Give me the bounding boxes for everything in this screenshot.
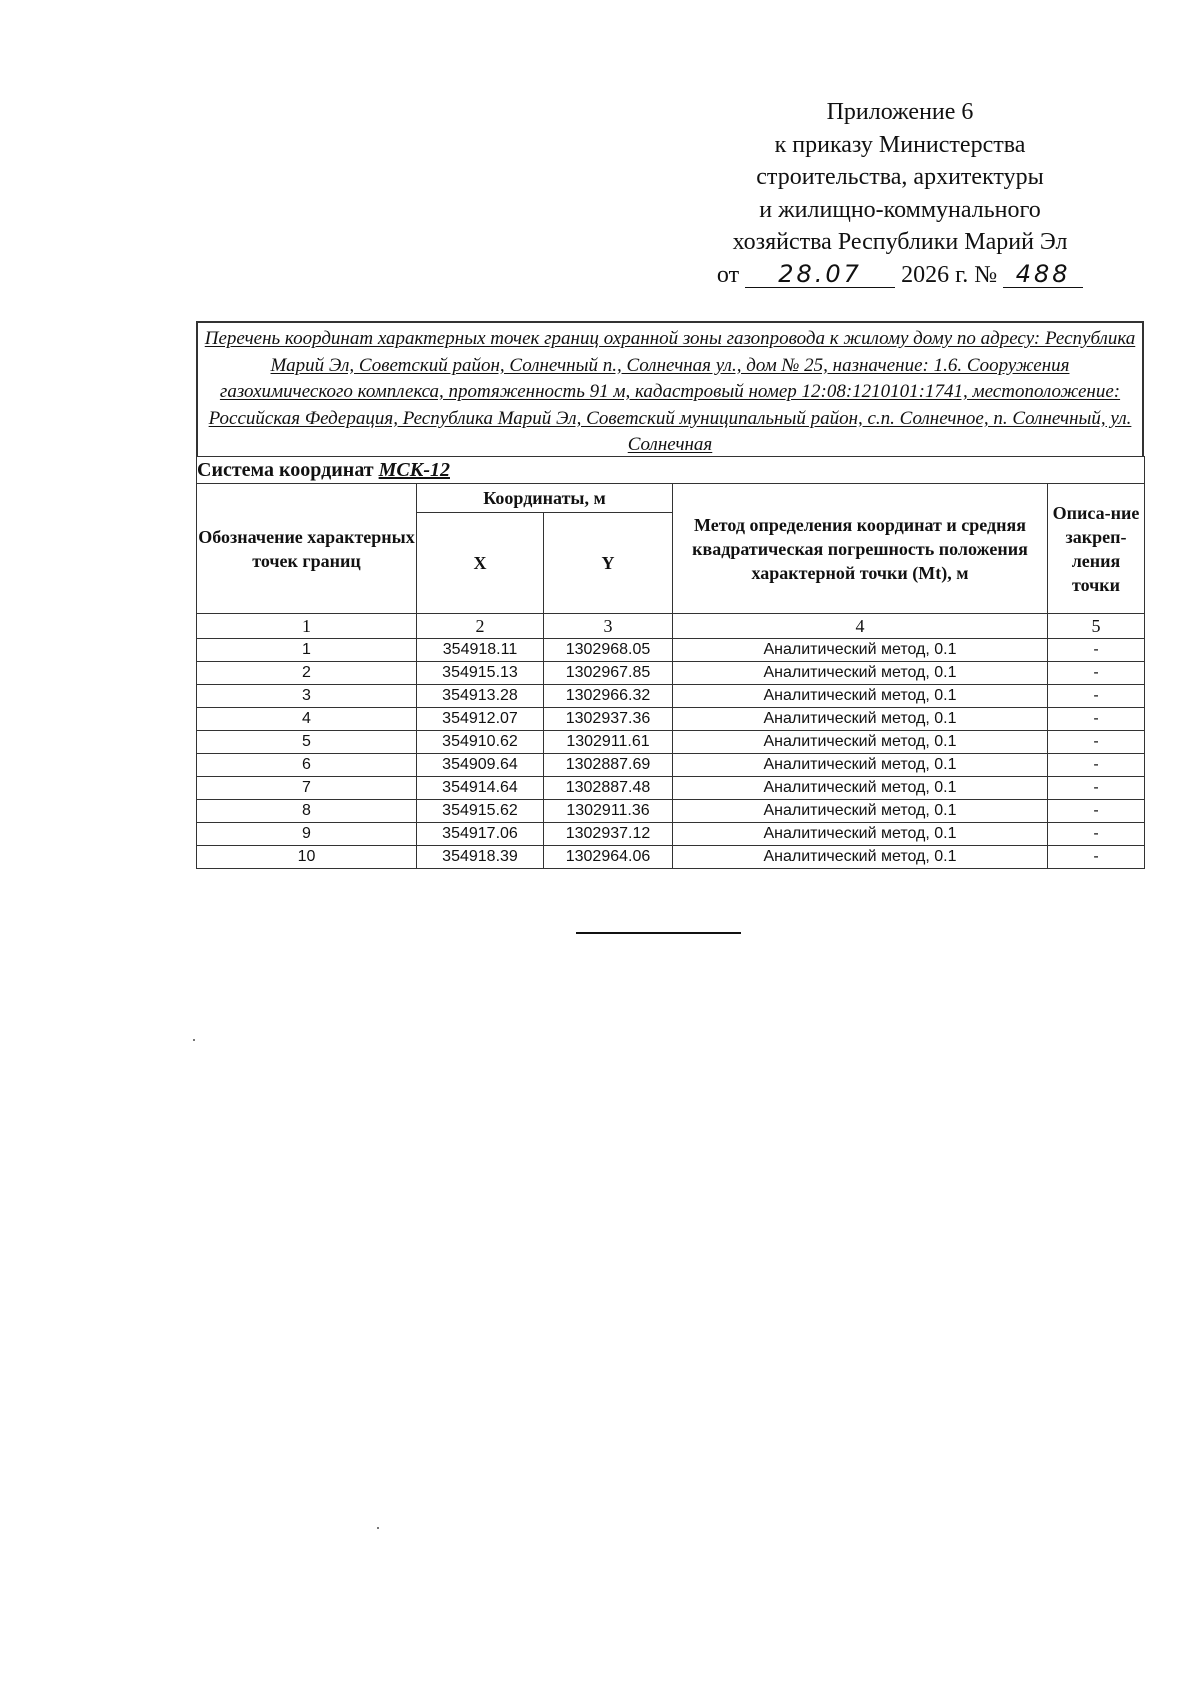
cell-description: - — [1048, 685, 1145, 708]
cell-point: 10 — [197, 846, 417, 869]
cell-x: 354913.28 — [417, 685, 544, 708]
header-line: хозяйства Республики Марий Эл — [732, 229, 1068, 255]
table-row — [197, 708, 1145, 731]
cell-description: - — [1048, 708, 1145, 731]
cell-x: 354915.62 — [417, 800, 544, 823]
cell-y: 1302966.32 — [544, 685, 673, 708]
column-index: 1 — [197, 614, 417, 639]
year-and-number-label: 2026 г. № — [901, 261, 998, 288]
cell-method: Аналитический метод, 0.1 — [673, 754, 1048, 777]
document-title: Перечень координат характерных точек границ охранной зоны газопровода к жилому дому по адресу: Республика Марий Эл, Советский район, Солнечный п., Солнечная ул., дом № 25, назначение: 1.6. Сооружения газохимического комплекса, протяженность 91 м, кадастровый номер 12:08:1210101:1741, местоположение: Российская Федерация, Республика Марий Эл, Советский муниципальный район, с.п. Солнечное, п. Солнечный, ул. Солнечная — [196, 321, 1144, 456]
cell-description: - — [1048, 662, 1145, 685]
cell-y: 1302937.36 — [544, 708, 673, 731]
table-row — [197, 777, 1145, 800]
scan-speck — [193, 1039, 195, 1041]
cell-description: - — [1048, 731, 1145, 754]
cell-y: 1302887.48 — [544, 777, 673, 800]
cell-method: Аналитический метод, 0.1 — [673, 662, 1048, 685]
table-header-row — [197, 484, 1145, 513]
table-row — [197, 846, 1145, 869]
column-index: 3 — [544, 614, 673, 639]
cell-description: - — [1048, 823, 1145, 846]
scan-speck — [377, 1527, 379, 1529]
coordinate-system-row — [197, 457, 1145, 484]
cell-method: Аналитический метод, 0.1 — [673, 846, 1048, 869]
cell-point: 9 — [197, 823, 417, 846]
cell-method: Аналитический метод, 0.1 — [673, 731, 1048, 754]
column-index: 4 — [673, 614, 1048, 639]
order-date-line — [660, 259, 1140, 292]
coordinate-system-label: Система координат — [197, 459, 374, 481]
cell-description: - — [1048, 639, 1145, 662]
cell-y: 1302887.69 — [544, 754, 673, 777]
header-coordinates: Координаты, м — [417, 484, 673, 513]
coordinates-table — [196, 456, 1145, 869]
cell-y: 1302964.06 — [544, 846, 673, 869]
table-row — [197, 662, 1145, 685]
date-prefix: от — [716, 261, 740, 288]
table-row — [197, 639, 1145, 662]
end-divider — [576, 932, 741, 934]
table-row — [197, 731, 1145, 754]
table-row — [197, 754, 1145, 777]
appendix-header — [660, 96, 1140, 291]
cell-point: 3 — [197, 685, 417, 708]
table-body — [197, 639, 1145, 869]
column-index: 2 — [417, 614, 544, 639]
cell-point: 4 — [197, 708, 417, 731]
cell-y: 1302968.05 — [544, 639, 673, 662]
header-line: Приложение 6 — [826, 99, 974, 125]
cell-x: 354910.62 — [417, 731, 544, 754]
cell-y: 1302911.61 — [544, 731, 673, 754]
cell-point: 8 — [197, 800, 417, 823]
header-line: к приказу Министерства — [774, 131, 1026, 158]
header-y: Y — [544, 513, 673, 614]
cell-y: 1302937.12 — [544, 823, 673, 846]
cell-method: Аналитический метод, 0.1 — [673, 639, 1048, 662]
cell-x: 354918.39 — [417, 846, 544, 869]
cell-description: - — [1048, 800, 1145, 823]
header-x: X — [417, 513, 544, 614]
cell-x: 354909.64 — [417, 754, 544, 777]
cell-x: 354917.06 — [417, 823, 544, 846]
column-index: 5 — [1048, 614, 1145, 639]
cell-method: Аналитический метод, 0.1 — [673, 685, 1048, 708]
cell-method: Аналитический метод, 0.1 — [673, 708, 1048, 731]
header-method: Метод определения координат и средняя квадратическая погрешность положения характерной точки (Mt), м — [673, 484, 1048, 614]
column-index-row — [197, 614, 1145, 639]
handwritten-date: 28.07 — [745, 261, 895, 288]
cell-method: Аналитический метод, 0.1 — [673, 777, 1048, 800]
cell-method: Аналитический метод, 0.1 — [673, 823, 1048, 846]
header-line: строительства, архитектуры — [756, 164, 1044, 190]
cell-point: 2 — [197, 662, 417, 685]
cell-x: 354915.13 — [417, 662, 544, 685]
coordinate-system-value: МСК-12 — [378, 459, 450, 481]
cell-point: 6 — [197, 754, 417, 777]
table-row — [197, 823, 1145, 846]
cell-x: 354912.07 — [417, 708, 544, 731]
cell-point: 1 — [197, 639, 417, 662]
header-description: Описа-ние закреп-ления точки — [1048, 484, 1145, 614]
table-row — [197, 800, 1145, 823]
cell-y: 1302967.85 — [544, 662, 673, 685]
cell-point: 7 — [197, 777, 417, 800]
cell-x: 354914.64 — [417, 777, 544, 800]
cell-description: - — [1048, 846, 1145, 869]
handwritten-order-number: 488 — [1003, 261, 1083, 288]
cell-description: - — [1048, 754, 1145, 777]
cell-description: - — [1048, 777, 1145, 800]
header-designation: Обозначение характерных точек границ — [197, 484, 417, 614]
header-line: и жилищно-коммунального — [759, 196, 1041, 223]
cell-y: 1302911.36 — [544, 800, 673, 823]
table-row — [197, 685, 1145, 708]
cell-method: Аналитический метод, 0.1 — [673, 800, 1048, 823]
cell-point: 5 — [197, 731, 417, 754]
cell-x: 354918.11 — [417, 639, 544, 662]
